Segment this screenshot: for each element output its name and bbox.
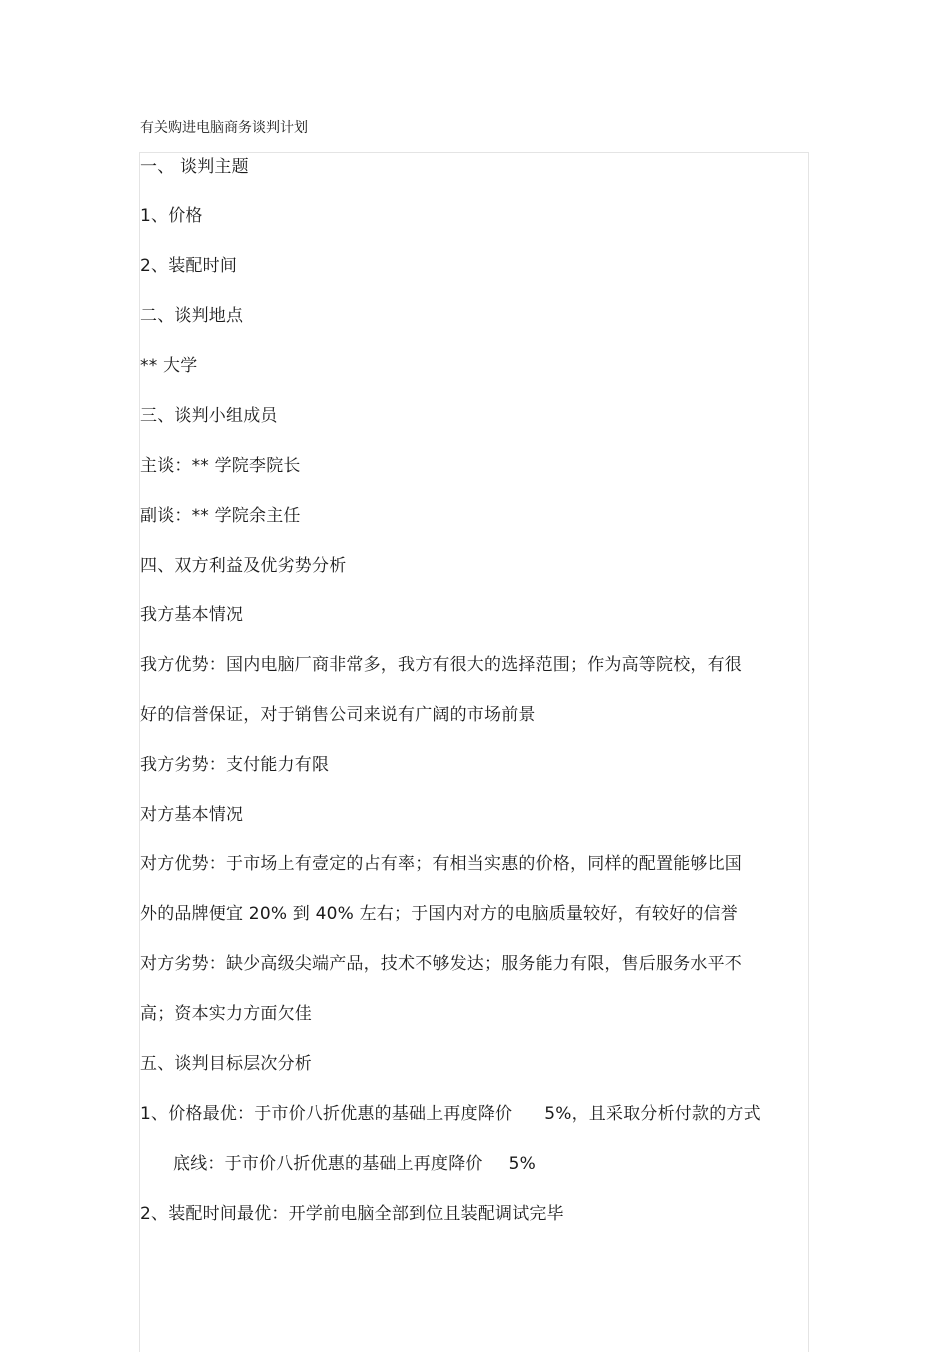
text-line: 我方基本情况	[140, 605, 244, 625]
text-line: 外的品牌便宜 20% 到 40% 左右；于国内对方的电脑质量较好，有较好的信誉	[140, 904, 738, 924]
text-line: 高；资本实力方面欠佳	[140, 1004, 312, 1024]
price-floor-line	[173, 1152, 536, 1176]
text-line: 好的信誉保证，对于销售公司来说有广阔的市场前景	[140, 705, 536, 725]
document-title: 有关购进电脑商务谈判计划	[140, 120, 308, 136]
text-line: ** 大学	[140, 356, 198, 376]
price-best-text: 1、价格最优：于市价八折优惠的基础上再度降价	[140, 1104, 513, 1124]
price-floor-text: 底线：于市价八折优惠的基础上再度降价	[173, 1154, 483, 1174]
text-line: 对方基本情况	[140, 805, 244, 825]
section-heading: 二、谈判地点	[140, 306, 244, 326]
text-line: 我方优势：国内电脑厂商非常多，我方有很大的选择范围；作为高等院校，有很	[140, 655, 742, 675]
section-heading: 四、双方利益及优劣势分析	[140, 556, 347, 576]
section-heading: 三、谈判小组成员	[140, 406, 278, 426]
text-line: 对方优势：于市场上有壹定的占有率；有相当实惠的价格，同样的配置能够比国	[140, 854, 742, 874]
price-best-line	[140, 1102, 761, 1126]
section-heading: 五、谈判目标层次分析	[140, 1054, 312, 1074]
price-best-value: 5%，且采取分析付款的方式	[544, 1104, 761, 1124]
section-heading: 一、 谈判主题	[140, 157, 249, 177]
text-line: 副谈：** 学院余主任	[140, 506, 301, 526]
text-line: 对方劣势：缺少高级尖端产品，技术不够发达；服务能力有限，售后服务水平不	[140, 954, 742, 974]
text-line: 2、装配时间	[140, 256, 238, 276]
assembly-best-line: 2、装配时间最优：开学前电脑全部到位且装配调试完毕	[140, 1204, 564, 1224]
text-line: 主谈：** 学院李院长	[140, 456, 301, 476]
price-floor-value: 5%	[508, 1154, 536, 1174]
text-line: 1、价格	[140, 206, 203, 226]
text-line: 我方劣势：支付能力有限	[140, 755, 330, 775]
